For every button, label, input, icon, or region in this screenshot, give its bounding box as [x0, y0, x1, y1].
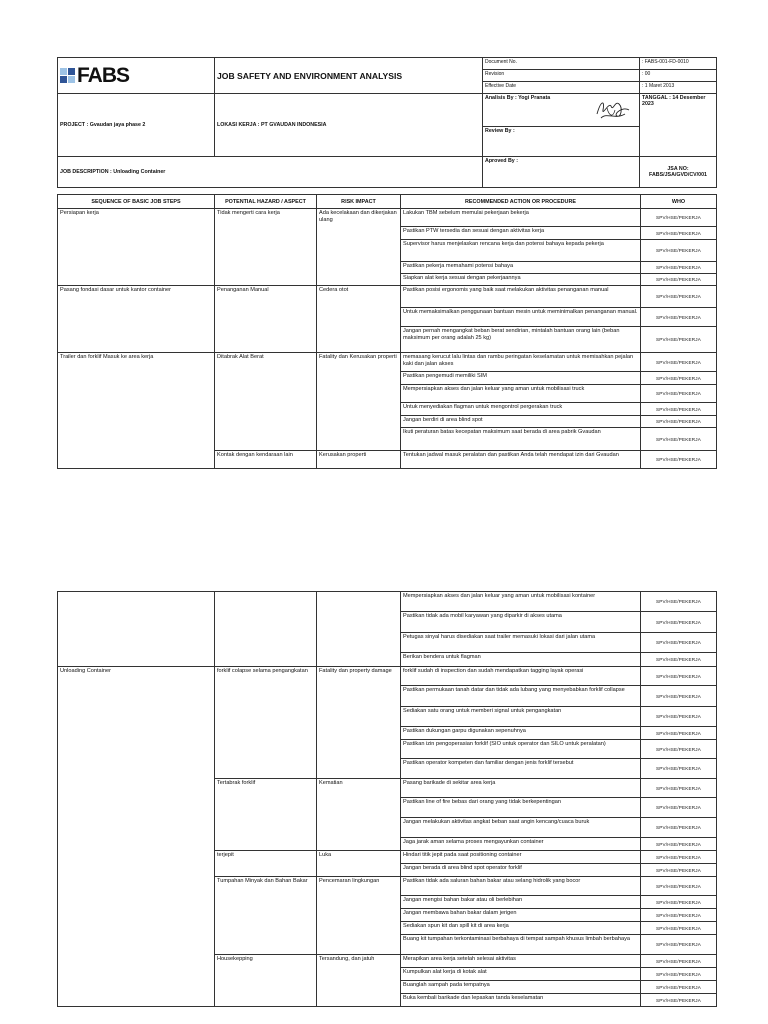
table-cell-action: Supervisor harus menjelaskan rencana kerja dan potensi bahaya kepada pekerja	[401, 240, 641, 262]
table-cell-action: Buka kembali barikade dan lepaskan tanda keselamatan	[401, 994, 641, 1007]
table-cell-step: Persiapan kerja	[58, 209, 215, 286]
table-cell-action: Jangan berada di area blind spot operator forklif	[401, 864, 641, 877]
table-cell-who: SPV/HSE/PEKERJA	[641, 864, 717, 877]
table-cell-hazard: Tertabrak forklif	[215, 779, 317, 851]
table-cell-action: Mempersiapkan akses dan jalan keluar yang aman untuk mobilisasi kontainer	[401, 592, 641, 612]
table-cell-who: SPV/HSE/PEKERJA	[641, 909, 717, 922]
table-cell-who: SPV/HSE/PEKERJA	[641, 818, 717, 838]
table-cell-who: SPV/HSE/PEKERJA	[641, 896, 717, 909]
table-cell-who: SPV/HSE/PEKERJA	[641, 838, 717, 851]
table-cell-action: Petugas sinyal harus disediakan saat trailer memasuki lokasi dari jalan utama	[401, 633, 641, 653]
header-block	[57, 57, 717, 94]
table-cell-action: Ikuti peraturan batas kecepatan maksimum saat berada di area pabrik Gvaudan	[401, 428, 641, 451]
table-cell-action: Pastikan posisi ergonomis yang baik saat melakukan aktivitas penanganan manual	[401, 286, 641, 308]
table-cell-action: Jangan berdiri di area blind spot	[401, 416, 641, 428]
job-description-field: JOB DESCRIPTION : Unloading Container	[58, 157, 483, 188]
analysis-by-field	[483, 94, 640, 127]
table-cell-who: SPV/HSE/PEKERJA	[641, 240, 717, 262]
table-cell-who: SPV/HSE/PEKERJA	[641, 981, 717, 994]
table-cell-hazard: terjepit	[215, 851, 317, 877]
table-cell-risk: Kematian	[317, 779, 401, 851]
table-cell-who: SPV/HSE/PEKERJA	[641, 428, 717, 451]
table-cell-action: Lakukan TBM sebelum memulai pekerjaan bekerja	[401, 209, 641, 227]
table-cell-who: SPV/HSE/PEKERJA	[641, 227, 717, 240]
table-cell-risk: Pencemaran lingkungan	[317, 877, 401, 955]
table-cell-who: SPV/HSE/PEKERJA	[641, 451, 717, 469]
jsa-number-field	[640, 157, 717, 188]
table-cell-risk: Cedera otot	[317, 286, 401, 353]
table-cell-hazard: Penanganan Manual	[215, 286, 317, 353]
table-cell-action: Sediakan satu orang untuk memberi signal untuk pengangkatan	[401, 707, 641, 727]
table-cell-who: SPV/HSE/PEKERJA	[641, 592, 717, 612]
table-cell-who: SPV/HSE/PEKERJA	[641, 877, 717, 896]
table-cell-action: Buang kit tumpahan terkontaminasi berbahaya di tempat sampah khusus limbah berbahaya	[401, 935, 641, 955]
table-cell-who: SPV/HSE/PEKERJA	[641, 740, 717, 759]
table-cell-who: SPV/HSE/PEKERJA	[641, 759, 717, 779]
jsa-table-page-2	[57, 591, 717, 1007]
table-cell-who: SPV/HSE/PEKERJA	[641, 327, 717, 353]
table-cell-who: SPV/HSE/PEKERJA	[641, 851, 717, 864]
table-cell-action: Kumpulkan alat kerja di kotak alat	[401, 968, 641, 981]
table-cell-action: Jangan membawa bahan bakar dalam jerigen	[401, 909, 641, 922]
table-cell-step: Pasang fondasi dasar untuk kantor container	[58, 286, 215, 353]
table-cell-who: SPV/HSE/PEKERJA	[641, 779, 717, 798]
table-cell-hazard: Ditabrak Alat Berat	[215, 353, 317, 451]
table-cell-who: SPV/HSE/PEKERJA	[641, 667, 717, 686]
col-header-sequence: SEQUENCE OF BASIC JOB STEPS	[58, 195, 215, 209]
table-cell-who: SPV/HSE/PEKERJA	[641, 707, 717, 727]
table-cell-who: SPV/HSE/PEKERJA	[641, 416, 717, 428]
table-cell-who: SPV/HSE/PEKERJA	[641, 686, 717, 707]
document-title: JOB SAFETY AND ENVIRONMENT ANALYSIS	[215, 58, 483, 94]
table-cell-action: Pastikan line of fire bebas dari orang yang tidak berkepentingan	[401, 798, 641, 818]
table-cell-hazard: forklif colapse selama pengangkatan	[215, 667, 317, 779]
table-cell-action: Pastikan operator kompeten dan familiar dengan jenis forklif tersebut	[401, 759, 641, 779]
table-cell-action: Jangan mengisi bahan bakar atau oli berlebihan	[401, 896, 641, 909]
table-cell-action: forklif sudah di inspection dan sudah mendapatkan tagging layak operasi	[401, 667, 641, 686]
table-cell-action: Pastikan permukaan tanah datar dan tidak ada lubang yang menyebabkan forklif collapse	[401, 686, 641, 707]
table-cell-action: Pastikan izin pengoperasian forklif (SIO untuk operator dan SILO untuk peralatan)	[401, 740, 641, 759]
doc-no-label: Document No.	[483, 58, 640, 70]
table-cell-risk: Ada kecelakaan dan dikerjakan ulang	[317, 209, 401, 286]
fabs-logo	[60, 64, 212, 88]
table-cell-who: SPV/HSE/PEKERJA	[641, 385, 717, 403]
table-cell-action: Hindari titik jepit pada saat positioning container	[401, 851, 641, 864]
table-cell-action: Tentukan jadwal masuk peralatan dan pastikan Anda telah mendapat izin dari Gvaudan	[401, 451, 641, 469]
table-cell-who: SPV/HSE/PEKERJA	[641, 994, 717, 1007]
table-cell-action: Merapikan area kerja setelah selesai aktivitas	[401, 955, 641, 968]
table-cell-action: Pastikan dukungan garpu digunakan sepenuhnya	[401, 727, 641, 740]
effective-date-label: Effective Date	[483, 82, 640, 94]
table-cell-hazard	[215, 592, 317, 667]
location-field: LOKASI KERJA : PT GVAUDAN INDONESIA	[215, 94, 483, 157]
table-cell-risk	[317, 592, 401, 667]
table-cell-hazard: Tumpahan Minyak dan Bahan Bakar	[215, 877, 317, 955]
table-cell-step: Trailer dan forklif Masuk ke area kerja	[58, 353, 215, 469]
table-cell-action: Jaga jarak aman selama proses mengayunkan container	[401, 838, 641, 851]
date-field: TANGGAL : 14 Desember 2023	[640, 94, 717, 157]
table-cell-who: SPV/HSE/PEKERJA	[641, 922, 717, 935]
table-cell-action: Siapkan alat kerja sesuai dengan pekerjaannya	[401, 274, 641, 286]
table-cell-who: SPV/HSE/PEKERJA	[641, 209, 717, 227]
table-cell-who: SPV/HSE/PEKERJA	[641, 633, 717, 653]
table-cell-risk: Luka	[317, 851, 401, 877]
table-cell-action: Mempersiapkan akses dan jalan keluar yang aman untuk mobilisasi truck	[401, 385, 641, 403]
table-cell-action: Jangan melakukan aktivitas angkat beban saat angin kencang/cuaca buruk	[401, 818, 641, 838]
col-header-who: WHO	[641, 195, 717, 209]
revision-value: : 00	[640, 70, 717, 82]
table-cell-who: SPV/HSE/PEKERJA	[641, 955, 717, 968]
table-cell-action: Untuk memaksimalkan penggunaan bantuan mesin untuk meminimalkan penanganan manual.	[401, 308, 641, 327]
table-cell-who: SPV/HSE/PEKERJA	[641, 262, 717, 274]
table-cell-action: Pastikan PTW tersedia dan sesuai dengan aktivitas kerja	[401, 227, 641, 240]
table-cell-risk: Tersandung, dan jatuh	[317, 955, 401, 1007]
signature-icon	[593, 96, 633, 124]
review-by-field: Review By :	[483, 127, 640, 157]
table-cell-who: SPV/HSE/PEKERJA	[641, 353, 717, 372]
col-header-hazard: POTENTIAL HAZARD / ASPECT	[215, 195, 317, 209]
doc-no-value: : FABS-001-FD-0010	[640, 58, 717, 70]
table-cell-who: SPV/HSE/PEKERJA	[641, 372, 717, 385]
project-info-block	[57, 93, 717, 188]
table-cell-who: SPV/HSE/PEKERJA	[641, 935, 717, 955]
table-cell-action: Jangan pernah mengangkat beban berat sendirian, mintalah bantuan orang lain (beban maksimum per orang adalah 25 kg)	[401, 327, 641, 353]
table-cell-risk: Fatality dan property damage	[317, 667, 401, 779]
logo-text: FABS	[77, 63, 130, 87]
table-cell-action: Sediakan spun kit dan spill kit di area kerja	[401, 922, 641, 935]
table-cell-risk: Kerusakan properti	[317, 451, 401, 469]
table-cell-who: SPV/HSE/PEKERJA	[641, 968, 717, 981]
logo-cell	[58, 58, 215, 94]
col-header-action: RECOMMENDED ACTION OR PROCEDURE	[401, 195, 641, 209]
table-cell-risk: Fatality dan Kerusakan properti	[317, 353, 401, 451]
analysis-by-text: Analisis By : Yogi Pranata	[485, 95, 551, 101]
table-cell-hazard: Kontak dengan kendaraan lain	[215, 451, 317, 469]
table-cell-hazard: Tidak mengerti cara kerja	[215, 209, 317, 286]
table-cell-who: SPV/HSE/PEKERJA	[641, 612, 717, 633]
jsa-number-value: FABS/JSA/GVD/CV/001	[649, 172, 707, 178]
table-cell-hazard: Housekepping	[215, 955, 317, 1007]
fabs-logo-icon	[60, 68, 76, 84]
table-cell-who: SPV/HSE/PEKERJA	[641, 798, 717, 818]
table-cell-action: Pastikan pekerja memahami potensi bahaya	[401, 262, 641, 274]
table-cell-action: Pastikan pengemudi memiliki SIM	[401, 372, 641, 385]
table-cell-who: SPV/HSE/PEKERJA	[641, 403, 717, 416]
table-cell-action: memasang kerucut lalu lintas dan rambu peringatan keselamatan untuk memisahkan pejalan kaki dan jalan akses	[401, 353, 641, 372]
table-cell-who: SPV/HSE/PEKERJA	[641, 653, 717, 667]
table-cell-action: Pastikan tidak ada saluran bahan bakar atau selang hidrolik yang bocor	[401, 877, 641, 896]
jsa-number-label: JSA NO:	[667, 166, 689, 172]
table-cell-action: Pasang barikade di sekitar area kerja	[401, 779, 641, 798]
table-cell-who: SPV/HSE/PEKERJA	[641, 727, 717, 740]
project-field: PROJECT : Gvaudan jaya phase 2	[58, 94, 215, 157]
table-cell-who: SPV/HSE/PEKERJA	[641, 274, 717, 286]
approved-by-field: Aproved By :	[483, 157, 640, 188]
jsa-table-page-1-body	[57, 194, 717, 469]
table-cell-action: Berikan bendera untuk flagman	[401, 653, 641, 667]
table-cell-who: SPV/HSE/PEKERJA	[641, 286, 717, 308]
revision-label: Revision	[483, 70, 640, 82]
table-cell-step	[58, 592, 215, 667]
effective-date-value: : 1 Maret 2013	[640, 82, 717, 94]
table-cell-step: Unloading Container	[58, 667, 215, 1007]
table-cell-who: SPV/HSE/PEKERJA	[641, 308, 717, 327]
table-cell-action: Pastikan tidak ada mobil karyawan yang diparkir di akses utama	[401, 612, 641, 633]
col-header-risk: RISK IMPACT	[317, 195, 401, 209]
table-cell-action: Buanglah sampah pada tempatnya	[401, 981, 641, 994]
table-cell-action: Untuk menyediakan flagman untuk mengontrol pergerakan truck	[401, 403, 641, 416]
